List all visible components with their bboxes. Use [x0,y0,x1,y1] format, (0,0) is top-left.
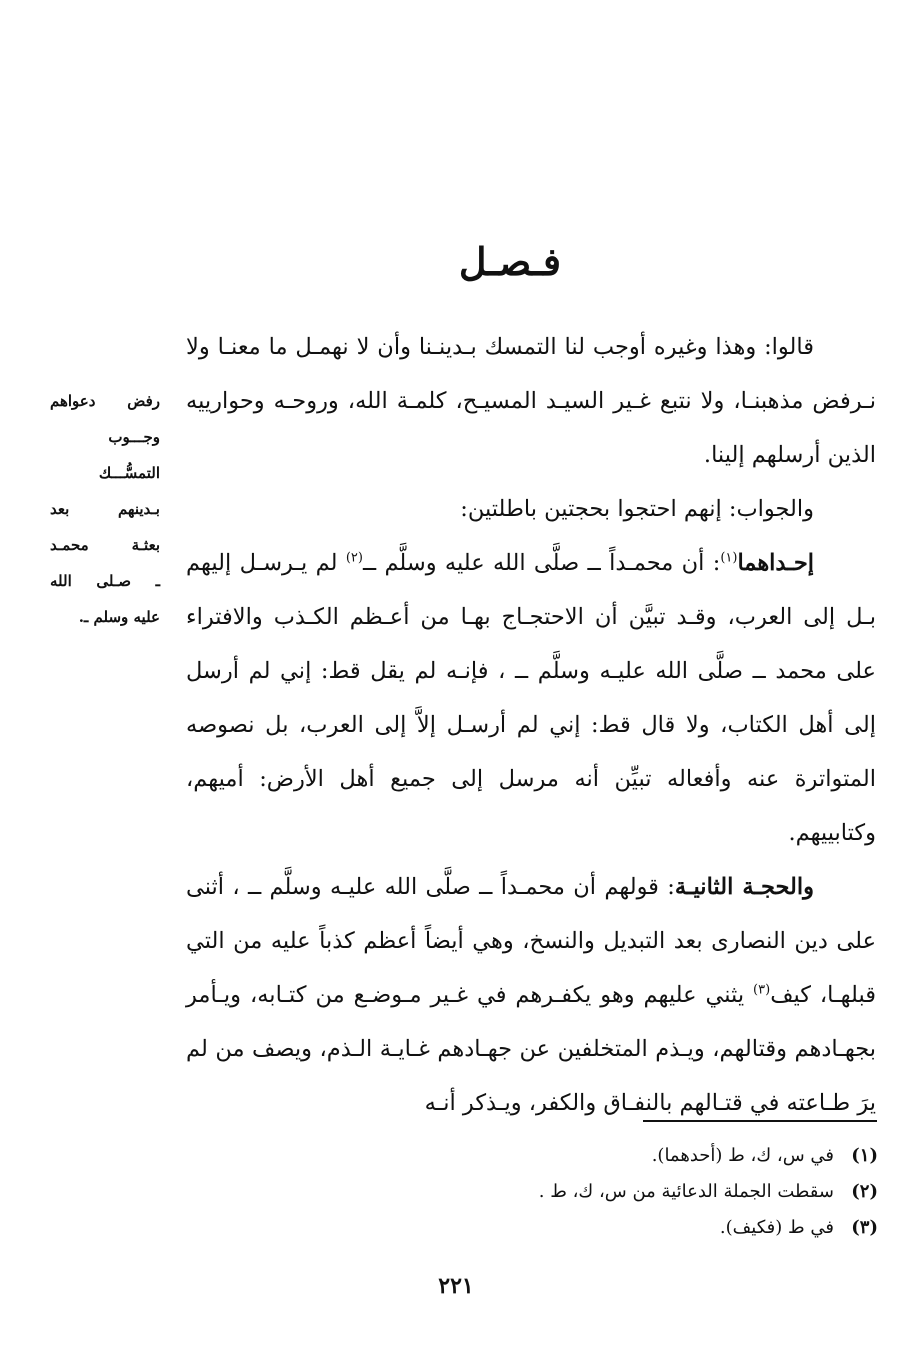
margin-note-line: بـدينهم بعد [50,500,160,518]
footnote-ref-3[interactable]: (٣) [753,982,771,998]
margin-note-line: وجـــوب [108,428,160,446]
footnote-number: (٣) [851,1217,878,1238]
paragraph-second-argument [186,860,876,1130]
margin-note [50,383,160,635]
page-number: ٢٢١ [438,1273,474,1299]
second-argument-label: والحجـة الثانيـة [674,874,815,900]
margin-note-line: بعثـة محمـد [50,536,160,554]
footnote-number: (٢) [851,1181,878,1202]
first-argument-text-a: : أن محمـداً ــ صلَّى الله عليه وسلَّم ــ [362,550,721,576]
footnote-text: في ط (فكيف). [719,1217,834,1238]
paragraph-answer: والجواب: إنهم احتجوا بحجتين باطلتين: [460,496,814,522]
margin-note-line: رفض دعواهم [50,392,160,410]
first-argument-label: إحـداهما [737,550,814,576]
second-argument-text-b: يثني عليهم وهو يكفـرهم في غـير مـوضـع من كتـابه، ويـأمر بجهـادهم وقتالهم، ويـذم المتخلفين عن جهـادهم غـايـة الـذم، ويصف من لم يرَ طـاعته في قتـالهم بالنفـاق والكفر، ويـذكر أنـه [186,982,876,1116]
footnotes [300,1138,878,1246]
footnote-item [300,1210,878,1246]
paragraph-claim: قالوا: وهذا وغيره أوجب لنا التمسك بـدينـنا وأن لا نهمـل ما معنـا ولا نـرفض مذهبنـا، ولا نتبع غـير السيـد المسيـح، كلمـة الله، وروحـه وحوارييه الذين أرسلهم إلينا. [186,334,876,468]
main-text [186,320,876,1130]
footnote-divider [643,1120,877,1122]
section-heading: فـصـل [458,239,562,284]
footnote-ref-1[interactable]: (١) [720,550,738,566]
paragraph-first-argument [186,536,876,860]
margin-note-line: ـ صـلى الله [50,572,160,590]
footnote-ref-2[interactable]: (٢) [345,550,363,566]
margin-note-line: التمسُّـــك [98,464,160,482]
footnote-number: (١) [851,1145,878,1166]
footnote-text: سقطت الجملة الدعائية من س، ك، ط . [538,1181,834,1202]
footnote-item [300,1138,878,1174]
margin-note-line: عليه وسلم ـ. [78,608,160,626]
second-argument-text-a: : قولهم أن محمـداً ــ صلَّى الله عليـه وسلَّم ــ ، أثنى على دين النصارى بعد التبديل والنسخ، وهي أيضاً أعظم كذباً عليه من التي قبلهـا، كيف [186,874,876,1008]
footnote-text: في س، ك، ط (أحدهما). [651,1145,834,1166]
first-argument-text-b: لم يـرسـل إليهم بـل إلى العرب، وقـد تبيَّن أن الاحتجـاج بهـا من أعـظم الكـذب والافتراء على محمد ــ صلَّى الله عليـه وسلَّم ــ ، فإنـه لم يقل قط: إني لم أرسل إلى أهل الكتاب، ولا قال قط: إني لم أرسـل إلاَّ إلى العرب، بل نصوصه المتواترة عنه وأفعاله تبيِّن أنه مرسل إلى جميع أهل الأرض: أميهم، وكتابييهم. [186,550,876,846]
footnote-item [300,1174,878,1210]
